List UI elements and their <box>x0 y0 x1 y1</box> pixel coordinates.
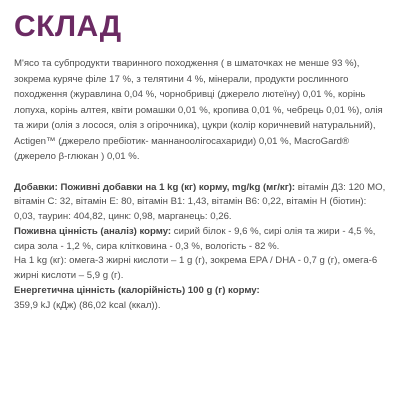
analysis-label: Поживна цінність (аналіз) корму: <box>14 225 172 237</box>
additives-label: Добавки: Поживні добавки на 1 kg (кг) корму, mg/kg (мг/кг): <box>14 181 296 193</box>
nutrition-info <box>14 181 388 314</box>
energy-value: 359,9 kJ (кДж) (86,02 kcal (ккал)). <box>14 299 161 311</box>
energy-label: Енергетична цінність (калорійність) 100 g (г) корму: <box>14 285 260 297</box>
analysis-text: сирий білок - 9,6 %, сирі олія та жири - 4,5 %, сира зола - 1,2 %, сира клітковина - 0,3 %, вологість - 82 %. <box>14 225 376 252</box>
analysis-paragraph <box>14 225 388 255</box>
page-title: СКЛАД <box>14 10 122 43</box>
per-kg-paragraph: На 1 kg (кг): омега-3 жирні кислоти – 1 g (г), зокрема EPA / DHA - 0,7 g (г), омега-6 жирні кислоти – 5,9 g (г). <box>14 255 378 282</box>
additives-paragraph <box>14 181 388 225</box>
label-page <box>14 10 388 314</box>
additives-text: вітамін Д3: 120 МО, вітамін С: 32, вітамін Е: 80, вітамін В1: 1,43, вітамін В6: 0,22, вітамін Н (біотин): 0,03, таурин: 404,82, цинк: 0,98, марганець: 0,26. <box>14 181 386 223</box>
composition-text: М'ясо та субпродукти тваринного походження ( в шматочках не менше 93 %), зокрема куряче філе 17 %, з телятини 4 %, мінерали, продукти рослинного походження (журавлина 0,04 %, чорнобривці (джерело лютеїну) 0,01 %, корінь лопуха, корінь алтея, квіти ромашки 0,01 %, кропива 0,01 %, чебрець 0,01 %), олія та жири (олія з лосося, олія з огірочника), цукри (колір коричневий натуральний), Actigen™ (джерело пребіотик- маннаноолігосахариди) 0,01 %, MacroGard® (джерело β-глюкан ) 0,01 %. <box>14 58 383 162</box>
energy-label-paragraph <box>14 284 388 299</box>
